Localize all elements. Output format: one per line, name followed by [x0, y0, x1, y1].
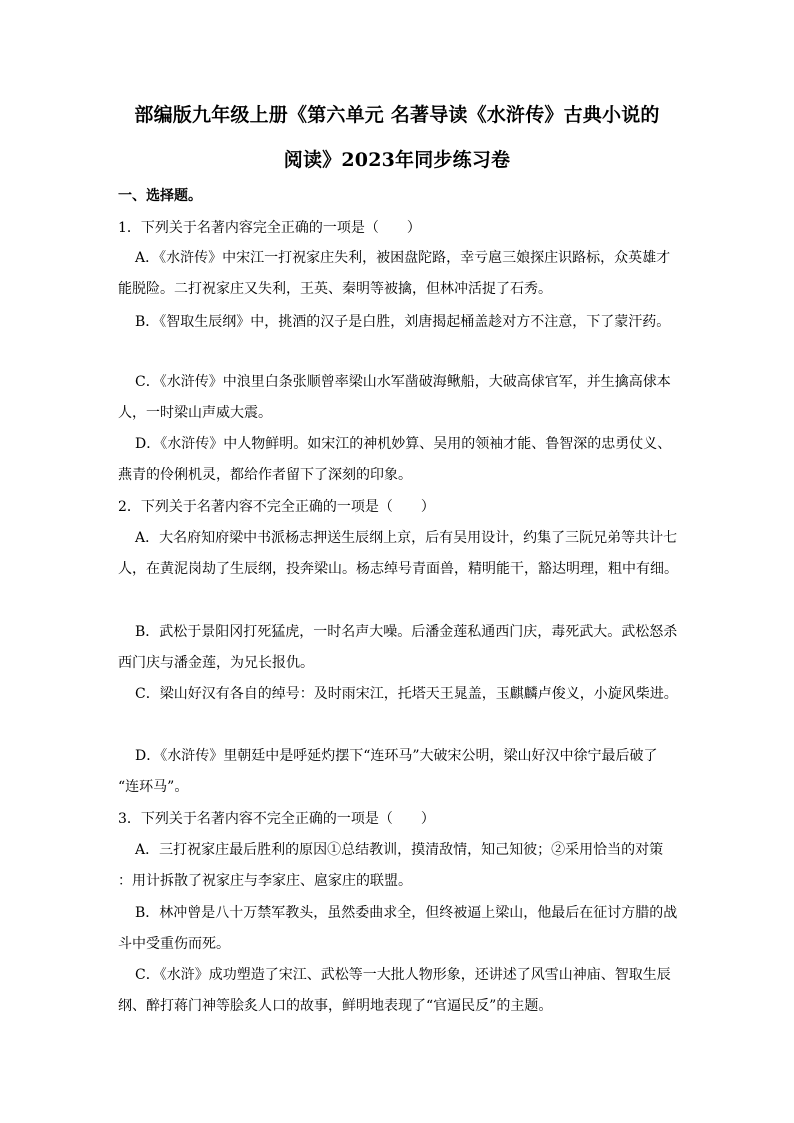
question-2-option-a-line-1: A．大名府知府梁中书派杨志押送生辰纲上京，后有吴用设计，约集了三阮兄弟等共计七: [135, 530, 678, 546]
document-title-line-2: 阅读》2023年同步练习卷: [283, 149, 511, 171]
question-3-option-c-line-1: C．《水浒》成功塑造了宋江、武松等一大批人物形象，还讲述了风雪山神庙、智取生辰: [135, 967, 671, 983]
question-1-option-c-line-1: C．《水浒传》中浪里白条张顺曾率梁山水军凿破海鳅船，大破高俅官军，并生擒高俅本: [135, 374, 671, 390]
question-2-stem: 2．下列关于名著内容不完全正确的一项是（ ）: [118, 499, 435, 515]
question-2-option-d-line-2: “连环马”。: [118, 779, 189, 795]
question-1-option-a-line-2: 能脱险。二打祝家庄又失利，王英、秦明等被擒，但林冲活捉了石秀。: [118, 281, 552, 297]
question-3-option-b-line-1: B．林冲曾是八十万禁军教头，虽然委曲求全，但终被逼上梁山，他最后在征讨方腊的战: [135, 905, 678, 921]
question-2-option-a-line-2: 人，在黄泥岗劫了生辰纲，投奔梁山。杨志绰号青面兽，精明能干，豁达明理，粗中有细。: [118, 561, 678, 577]
section-heading: 一、选择题。: [118, 188, 202, 204]
question-2-option-b-line-1: B．武松于景阳冈打死猛虎，一时名声大噪。后潘金莲私通西门庆，毒死武大。武松怒杀: [135, 624, 678, 640]
question-1-option-d-line-1: D．《水浒传》中人物鲜明。如宋江的神机妙算、吴用的领袖才能、鲁智深的忠勇仗义、: [135, 436, 672, 452]
question-2-option-b-line-2: 西门庆与潘金莲，为兄长报仇。: [118, 655, 314, 671]
document-title-line-1: 部编版九年级上册《第六单元 名著导读《水浒传》古典小说的: [134, 104, 660, 126]
question-3-option-c-line-2: 纲、醉打蒋门神等脍炙人口的故事，鲜明地表现了“官逼民反”的主题。: [118, 998, 553, 1014]
question-1-stem: 1．下列关于名著内容完全正确的一项是（ ）: [118, 220, 421, 236]
question-3-stem: 3．下列关于名著内容不完全正确的一项是（ ）: [118, 811, 435, 827]
question-1-option-a-line-1: A．《水浒传》中宋江一打祝家庄失利，被困盘陀路，幸亏扈三娘探庄识路标，众英雄才: [135, 250, 671, 266]
question-3-option-a-line-2: ：用计拆散了祝家庄与李家庄、扈家庄的联盟。: [118, 873, 412, 889]
question-1-option-c-line-2: 人，一时梁山声威大震。: [118, 405, 272, 421]
question-1-option-b-line-1: B．《智取生辰纲》中，挑酒的汉子是白胜，刘唐揭起桶盖趁对方不注意，下了蒙汗药。: [135, 314, 671, 330]
question-3-option-a-line-1: A．三打祝家庄最后胜利的原因①总结教训，摸清敌情，知己知彼；②采用恰当的对策: [135, 842, 664, 858]
question-3-option-b-line-2: 斗中受重伤而死。: [118, 936, 230, 952]
question-1-option-d-line-2: 燕青的伶俐机灵，都给作者留下了深刻的印象。: [118, 467, 412, 483]
question-2-option-c-line-1: C．梁山好汉有各自的绰号：及时雨宋江，托塔天王晁盖，玉麒麟卢俊义，小旋风柴进。: [135, 686, 678, 702]
question-2-option-d-line-1: D．《水浒传》里朝廷中是呼延灼摆下“连环马”大破宋公明，梁山好汉中徐宁最后破了: [135, 748, 658, 764]
